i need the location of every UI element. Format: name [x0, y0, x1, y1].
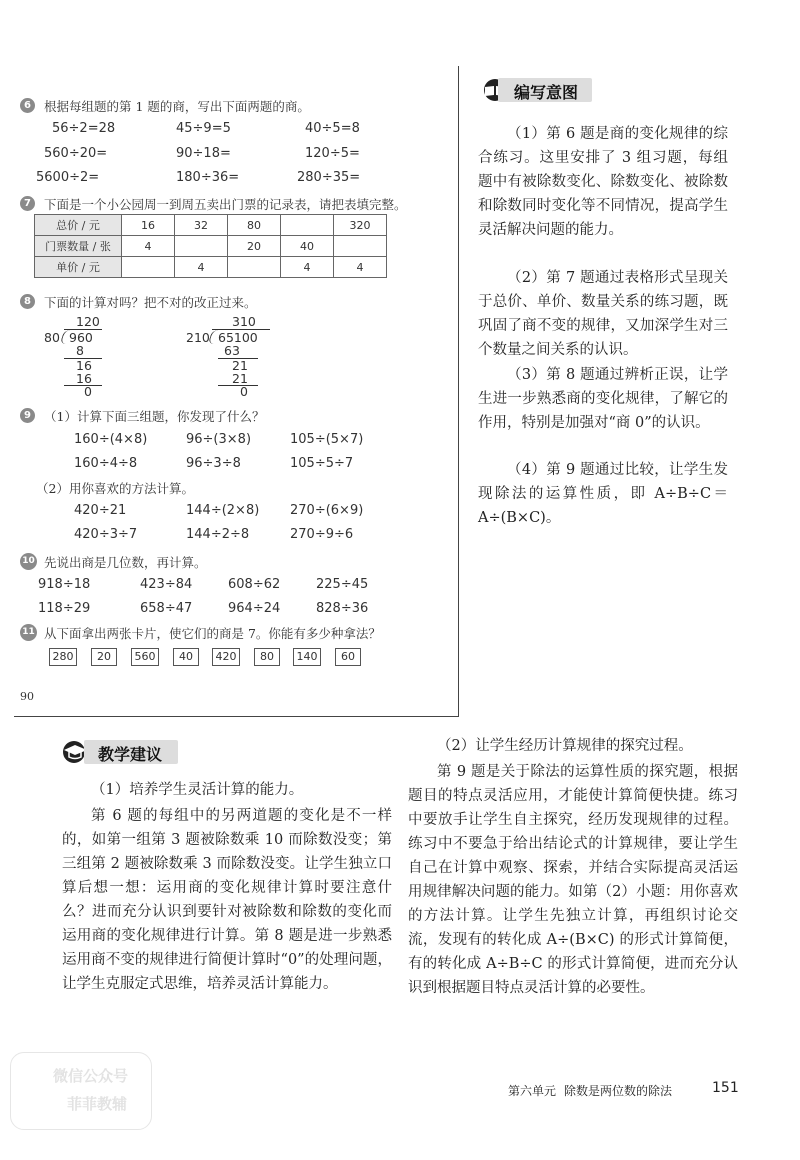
q9-expr: 270÷9÷6	[290, 527, 354, 542]
q6-expr: 56÷2=28	[52, 121, 116, 136]
table-cell: 80	[228, 215, 281, 236]
number-card: 560	[131, 648, 159, 666]
intent-paragraph: （2）第 7 题通过表格形式呈现关于总价、单价、数量关系的练习题，既巩固了商不变的规律，又加深学生对三个数量之间关系的认识。	[478, 270, 728, 358]
q6-expr: 560÷20=	[44, 146, 108, 161]
ticket-record-table	[34, 214, 387, 278]
quotient: 310	[232, 314, 256, 329]
q10-expr: 608÷62	[228, 577, 281, 592]
q9-part1: （1）计算下面三组题，你发现了什么？	[44, 409, 265, 424]
q10-expr: 918÷18	[38, 577, 91, 592]
intent-title: 编写意图	[514, 83, 579, 102]
step: 16	[76, 371, 92, 386]
q6-expr: 180÷36=	[176, 170, 240, 185]
q6-expr: 120÷5=	[305, 146, 360, 161]
number-card: 80	[254, 648, 280, 666]
table-cell: 4	[175, 257, 228, 278]
suggestions-title: 教学建议	[98, 745, 163, 764]
q11-prompt: 从下面拿出两张卡片，使它们的商是 7。你能有多少种拿法？	[44, 626, 381, 641]
quotient: 120	[76, 314, 100, 329]
q9-expr: 105÷(5×7)	[290, 432, 364, 447]
number-card: 140	[293, 648, 321, 666]
intent-paragraph: （4）第 9 题通过比较，让学生发现除法的运算性质，即 A÷B÷C＝A÷(B×C)。	[478, 462, 728, 526]
number-card: 420	[212, 648, 240, 666]
divisor: 80	[44, 330, 60, 345]
q6-expr: 40÷5=8	[305, 121, 360, 136]
q9-expr: 420÷3÷7	[74, 527, 138, 542]
q6-prompt: 根据每组题的第 1 题的商，写出下面两题的商。	[44, 99, 310, 114]
step: 16	[76, 358, 92, 373]
suggestion-paragraph: （2）让学生经历计算规律的探究过程。	[437, 738, 693, 754]
remainder: 0	[240, 384, 248, 399]
q10-prompt: 先说出商是几位数，再计算。	[44, 555, 207, 570]
table-row	[35, 257, 387, 278]
number-card: 280	[49, 648, 77, 666]
question-number-8: 8	[20, 294, 35, 309]
step: 21	[232, 371, 248, 386]
step: 63	[224, 343, 240, 358]
table-cell: 4	[281, 257, 334, 278]
watermark	[10, 1052, 152, 1130]
q10-expr: 423÷84	[140, 577, 193, 592]
number-card: 20	[91, 648, 117, 666]
question-number-7: 7	[20, 196, 35, 211]
question-number-11: 11	[20, 624, 37, 641]
intent-paragraph: （1）第 6 题是商的变化规律的综合练习。这里安排了 3 组习题，每组题中有被除数变化、除数变化、被除数和除数同时变化等不同情况，提高学生灵活解决问题的能力。	[478, 126, 728, 238]
textbook-page-number: 90	[20, 690, 34, 703]
table-header: 单价 / 元	[35, 257, 122, 278]
q7-prompt: 下面是一个小公园周一到周五卖出门票的记录表，请把表填完整。	[44, 197, 407, 212]
q9-expr: 160÷(4×8)	[74, 432, 148, 447]
table-cell	[281, 215, 334, 236]
remainder: 0	[84, 384, 92, 399]
q6-expr: 280÷35=	[297, 170, 361, 185]
q9-expr: 105÷5÷7	[290, 456, 354, 471]
table-row	[35, 236, 387, 257]
table-cell: 20	[228, 236, 281, 257]
q9-expr: 96÷3÷8	[186, 456, 241, 471]
suggestion-paragraph: 第 9 题是关于除法的运算性质的探究题，根据题目的特点灵活应用，才能使计算简便快捷。练习中要放手让学生自主探究，经历发现规律的过程。练习中不要急于给出结论式的计算规律，要让学生自己在计算中观察、探索，并结合实际提高灵活运用规律解决问题的能力。如第（2）小题：用你喜欢的方法计算。让学生先独立计算，再组织讨论交流，发现有的转化成 A÷(B×C) 的形式计算简便，有的转化成 A÷B÷C 的形式计算简便，进而充分认识到根据题目特点灵活计算的必要性。	[408, 764, 738, 996]
q9-expr: 420÷21	[74, 503, 127, 518]
table-cell: 4	[122, 236, 175, 257]
question-number-10: 10	[20, 553, 37, 570]
dividend: 960	[69, 330, 93, 345]
step: 21	[232, 358, 248, 373]
number-card: 60	[335, 648, 361, 666]
q9-expr: 144÷2÷8	[186, 527, 250, 542]
watermark-line: 微信公众号	[53, 1067, 129, 1085]
table-row	[35, 215, 387, 236]
suggestion-paragraph: （1）培养学生灵活计算的能力。	[91, 782, 304, 798]
suggestion-paragraph: 第 6 题的每组中的另两道题的变化是不一样的，如第一组第 3 题被除数乘 10 而除数没变；第三组第 2 题被除数乘 3 而除数没变。让学生独立口算后想一想：运用商的变化规律计算时要注意什么？进而充分认识到要针对被除数和除数的变化而运用商的变化规律进行计算。第 8 题是进一步熟悉运用商不变的规律进行简便计算时“0”的处理问题，让学生克服定式思维，培养灵活计算能力。	[62, 808, 392, 992]
footer-unit: 第六单元	[508, 1084, 557, 1098]
table-cell	[228, 257, 281, 278]
table-cell	[175, 236, 228, 257]
table-cell	[122, 257, 175, 278]
q9-expr: 144÷(2×8)	[186, 503, 260, 518]
q6-expr: 45÷9=5	[176, 121, 231, 136]
q10-expr: 118÷29	[38, 601, 91, 616]
q10-expr: 828÷36	[316, 601, 369, 616]
table-header: 总价 / 元	[35, 215, 122, 236]
q9-part2: （2）用你喜欢的方法计算。	[36, 481, 194, 496]
q9-expr: 160÷4÷8	[74, 456, 138, 471]
footer-chapter: 除数是两位数的除法	[564, 1084, 673, 1098]
intent-paragraph: （3）第 8 题通过辨析正误，让学生进一步熟悉商的变化规律，了解它的作用，特别是加强对“商 0”的认识。	[478, 367, 728, 431]
question-number-6: 6	[20, 98, 35, 113]
table-cell: 32	[175, 215, 228, 236]
q9-expr: 270÷(6×9)	[290, 503, 364, 518]
table-header: 门票数量 / 张	[35, 236, 122, 257]
q9-expr: 96÷(3×8)	[186, 432, 252, 447]
table-cell	[334, 236, 387, 257]
table-cell: 320	[334, 215, 387, 236]
table-cell: 40	[281, 236, 334, 257]
table-cell: 16	[122, 215, 175, 236]
table-cell: 4	[334, 257, 387, 278]
divisor: 210	[186, 330, 210, 345]
textbook-page	[14, 66, 459, 717]
q10-expr: 964÷24	[228, 601, 281, 616]
question-number-9: 9	[20, 408, 35, 423]
q6-expr: 5600÷2=	[36, 170, 100, 185]
step: 8	[76, 343, 84, 358]
q10-expr: 658÷47	[140, 601, 193, 616]
number-card: 40	[173, 648, 199, 666]
watermark-line: 菲菲教辅	[67, 1095, 128, 1113]
q6-expr: 90÷18=	[176, 146, 231, 161]
q8-prompt: 下面的计算对吗？把不对的改正过来。	[44, 295, 257, 310]
q10-expr: 225÷45	[316, 577, 369, 592]
footer-page-number: 151	[712, 1080, 739, 1096]
dividend: 65100	[218, 330, 258, 345]
